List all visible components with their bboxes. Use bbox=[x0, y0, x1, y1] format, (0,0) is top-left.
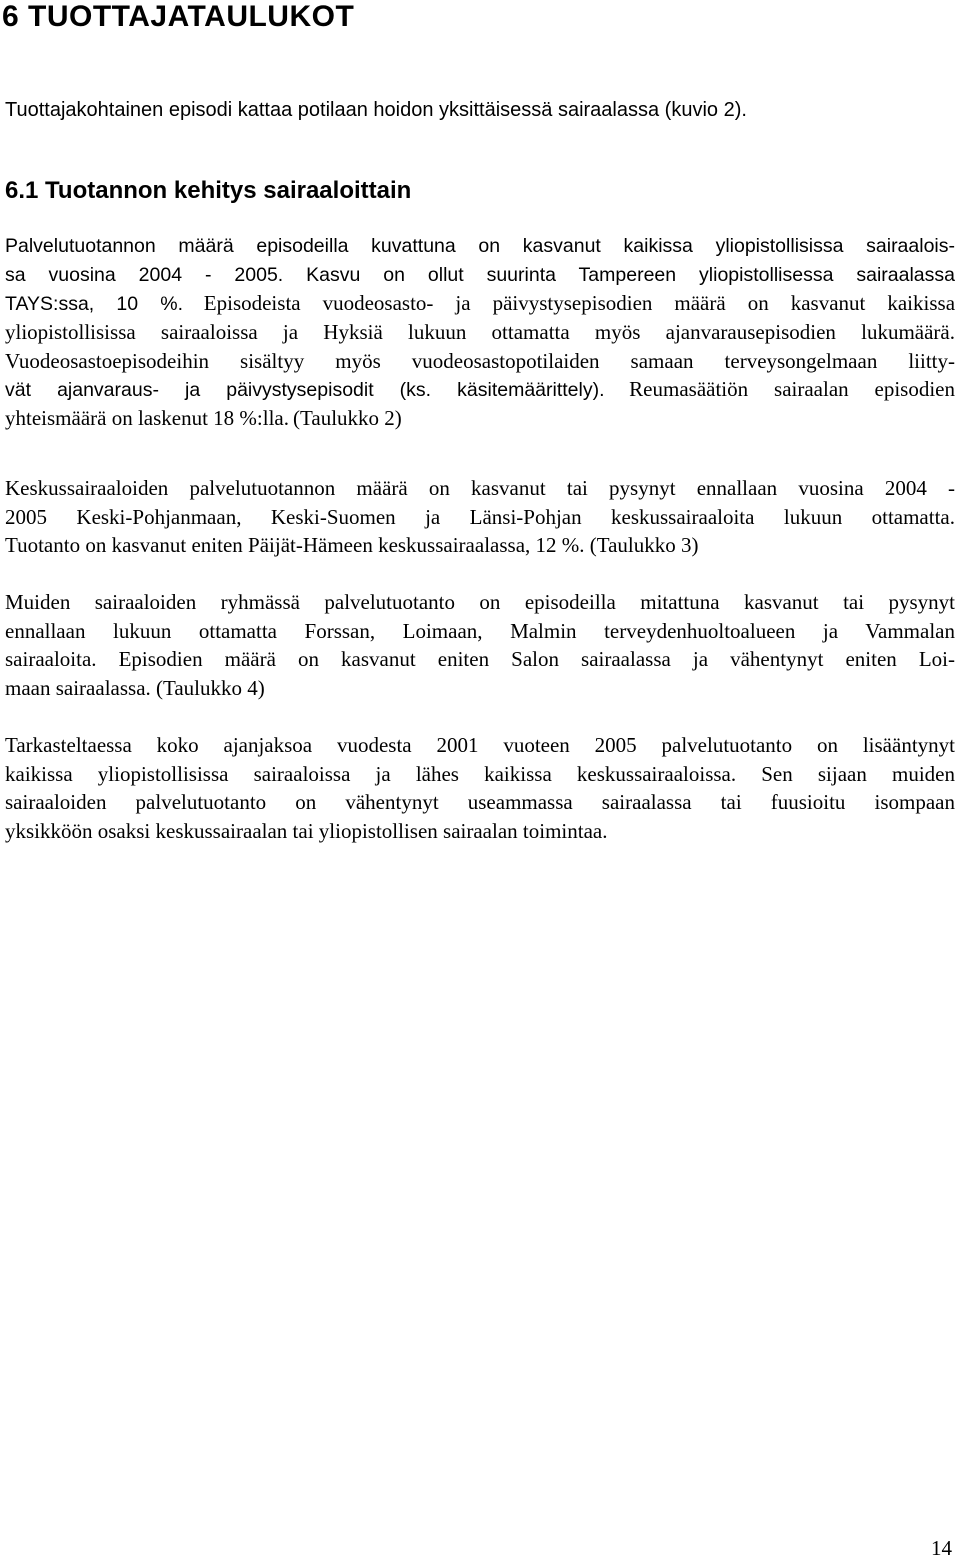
text-fragment: (Taulukko 2) bbox=[293, 406, 402, 431]
text-line bbox=[5, 404, 955, 433]
text-line: Keskussairaaloiden palvelutuotannon määrä on kasvanut tai pysynyt ennallaan vuosina 2004 - bbox=[5, 476, 955, 500]
paragraph-central-hospitals bbox=[5, 474, 955, 560]
text-line: Tarkasteltaessa koko ajanjaksoa vuodesta 2001 vuoteen 2005 palvelutuotanto on lisääntynyt bbox=[5, 733, 955, 757]
text-line: sa vuosina 2004 - 2005. Kasvu on ollut suurinta Tampereen yliopistollisessa sairaalassa bbox=[5, 263, 955, 286]
chapter-heading: 6 TUOTTAJATAULUKOT bbox=[2, 0, 355, 33]
paragraph-other-hospitals bbox=[5, 588, 955, 703]
text-line bbox=[5, 375, 955, 404]
text-fragment: Episodeista vuodeosasto- ja päivystysepisodien määrä on kasvanut kaikissa bbox=[203, 291, 956, 316]
paragraph-university-hospitals bbox=[5, 232, 955, 433]
text-line: maan sairaalassa. (Taulukko 4) bbox=[5, 676, 265, 701]
text-line bbox=[5, 289, 955, 318]
text-line: Tuotanto on kasvanut eniten Päijät-Hämeen keskussairaalassa, 12 %. (Taulukko 3) bbox=[5, 533, 699, 558]
page-number: 14 bbox=[931, 1536, 952, 1560]
intro-text: Tuottajakohtainen episodi kattaa potilaan hoidon yksittäisessä sairaalassa (kuvio 2). bbox=[5, 99, 747, 121]
text-fragment: Reumasäätiön sairaalan episodien bbox=[629, 377, 956, 402]
text-line: ennallaan lukuun ottamatta Forssan, Loimaan, Malmin terveydenhuoltoalueen ja Vammalan bbox=[5, 618, 955, 643]
text-fragment: TAYS:ssa, 10 %. bbox=[5, 293, 184, 316]
section-heading: 6.1 Tuotannon kehitys sairaaloittain bbox=[5, 177, 412, 204]
text-line: yksikköön osaksi keskussairaalan tai yliopistollisen sairaalan toimintaa. bbox=[5, 819, 608, 844]
text-line: Palvelutuotannon määrä episodeilla kuvattuna on kasvanut kaikissa yliopistollisissa sairaalois- bbox=[5, 235, 955, 257]
text-line: sairaaloita. Episodien määrä on kasvanut eniten Salon sairaalassa ja vähentynyt eniten Loi- bbox=[5, 647, 955, 672]
text-line: sairaaloiden palvelutuotanto on vähentynyt useammassa sairaalassa tai fuusioitu isompaan bbox=[5, 790, 955, 815]
text-line: Muiden sairaaloiden ryhmässä palvelutuotanto on episodeilla mitattuna kasvanut tai pysynyt bbox=[5, 590, 955, 614]
text-fragment: vät ajanvaraus- ja päivystysepisodit (ks. käsitemäärittely). bbox=[5, 379, 605, 402]
text-line: 2005 Keski-Pohjanmaan, Keski-Suomen ja Länsi-Pohjan keskussairaaloita lukuun ottamatta. bbox=[5, 504, 955, 529]
text-line: Vuodeosastoepisodeihin sisältyy myös vuodeosastopotilaiden samaan terveysongelmaan liitty- bbox=[5, 348, 955, 373]
text-fragment: yhteismäärä on laskenut 18 %:lla. bbox=[5, 406, 290, 431]
text-line: yliopistollisissa sairaaloissa ja Hyksiä lukuun ottamatta myös ajanvarausepisodien lukumäärä. bbox=[5, 320, 955, 345]
text-line: kaikissa yliopistollisissa sairaaloissa ja lähes kaikissa keskussairaaloissa. Sen sijaan muiden bbox=[5, 761, 955, 786]
paragraph-period-2001-2005 bbox=[5, 731, 955, 846]
